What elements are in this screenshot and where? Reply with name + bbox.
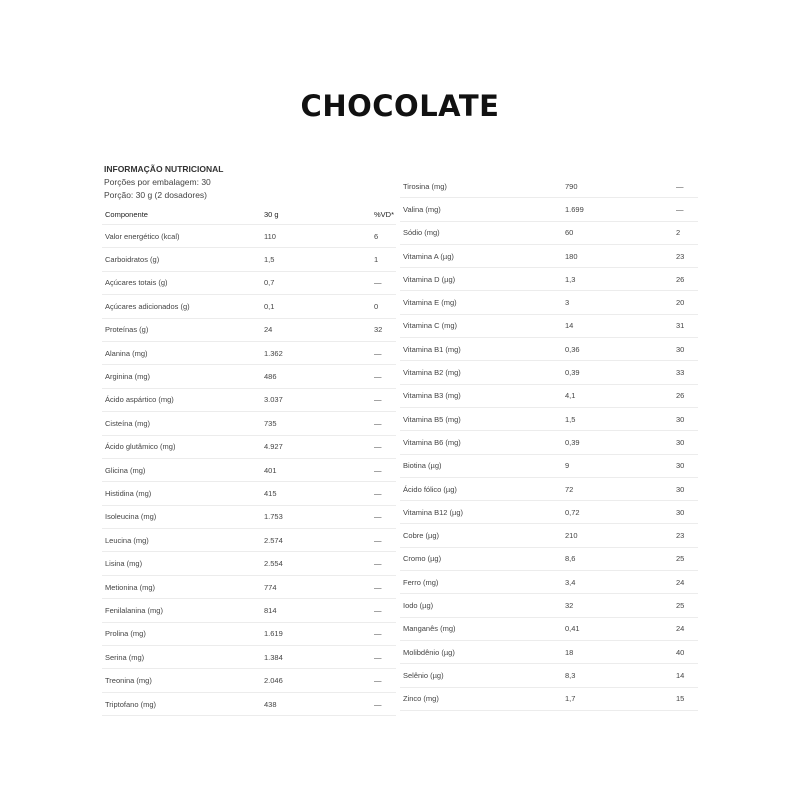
nutrient-amount: 1.753 (264, 512, 283, 522)
table-row (102, 272, 396, 295)
table-row (102, 482, 396, 505)
nutrient-amount: 774 (264, 582, 277, 592)
table-row (102, 365, 396, 388)
nutrient-dv: 33 (676, 368, 685, 378)
nutrient-name: Histidina (mg) (105, 488, 152, 498)
nutrient-amount: 1,3 (565, 274, 576, 284)
nutrient-amount: 814 (264, 605, 277, 615)
table-row (400, 618, 698, 641)
nutrient-amount: 18 (565, 647, 574, 657)
nutrient-dv: — (374, 652, 382, 662)
table-row (400, 641, 698, 664)
table-row (400, 688, 698, 711)
nutrient-name: Vitamina A (µg) (403, 251, 454, 261)
table-header (102, 205, 396, 225)
nutrient-amount: 2.574 (264, 535, 283, 545)
nutrient-amount: 1.699 (565, 204, 584, 214)
table-row (400, 408, 698, 431)
nutrient-amount: 8,6 (565, 554, 576, 564)
nutrient-dv: — (374, 582, 382, 592)
nutrient-dv: — (374, 512, 382, 522)
table-body-right (400, 175, 698, 711)
nutrient-name: Ácido glutâmico (mg) (105, 442, 176, 452)
nutrient-amount: 0,36 (565, 344, 580, 354)
nutrient-name: Iodo (µg) (403, 600, 434, 610)
nutrient-dv: — (374, 372, 382, 382)
table-row (102, 412, 396, 435)
nutrient-dv: — (374, 418, 382, 428)
nutrient-name: Vitamina B1 (mg) (403, 344, 461, 354)
nutrient-amount: 415 (264, 488, 277, 498)
table-row (400, 455, 698, 478)
nutrient-amount: 486 (264, 372, 277, 382)
nutrient-name: Vitamina B6 (mg) (403, 437, 461, 447)
nutrient-amount: 1,5 (264, 255, 275, 265)
nutrient-name: Proteínas (g) (105, 325, 149, 335)
serving-size: Porção: 30 g (2 dosadores) (104, 190, 208, 200)
nutrient-name: Lisina (mg) (105, 559, 143, 569)
nutrient-dv: — (374, 278, 382, 288)
nutrient-dv: 30 (676, 344, 685, 354)
table-row (400, 361, 698, 384)
nutrient-name: Alanina (mg) (105, 348, 148, 358)
nutrient-name: Ácido fólico (µg) (403, 484, 457, 494)
nutrient-name: Selênio (µg) (403, 670, 444, 680)
column-header-amount: 30 g (264, 210, 279, 219)
table-row (102, 576, 396, 599)
nutrient-name: Serina (mg) (105, 652, 145, 662)
nutrient-amount: 32 (565, 600, 574, 610)
table-row (400, 222, 698, 245)
table-row (400, 524, 698, 547)
table-row (400, 548, 698, 571)
nutrient-dv: 24 (676, 577, 685, 587)
nutrient-amount: 0,1 (264, 301, 275, 311)
nutrient-name: Vitamina D (µg) (403, 274, 456, 284)
nutrient-amount: 0,72 (565, 507, 580, 517)
servings-per-package: Porções por embalagem: 30 (104, 177, 211, 187)
nutrient-dv: 2 (676, 228, 681, 238)
nutrient-name: Manganês (mg) (403, 624, 456, 634)
nutrient-dv: 14 (676, 670, 685, 680)
table-row (102, 623, 396, 646)
nutrient-dv: — (374, 676, 382, 686)
nutrient-dv: — (374, 629, 382, 639)
nutrient-name: Sódio (mg) (403, 228, 440, 238)
nutrient-name: Treonina (mg) (105, 676, 152, 686)
table-body-left (102, 225, 396, 716)
nutrient-dv: — (374, 395, 382, 405)
table-row (102, 342, 396, 365)
nutrient-amount: 210 (565, 531, 578, 541)
nutrient-amount: 110 (264, 231, 276, 241)
table-row (400, 338, 698, 361)
nutrient-dv: 25 (676, 600, 685, 610)
nutrient-amount: 1,7 (565, 694, 576, 704)
nutrient-name: Leucina (mg) (105, 535, 149, 545)
nutrient-dv: 26 (676, 391, 685, 401)
nutrient-dv: — (374, 488, 382, 498)
nutrient-amount: 735 (264, 418, 277, 428)
nutrient-name: Fenilalanina (mg) (105, 605, 163, 615)
table-row (102, 248, 396, 271)
nutrient-dv: 30 (676, 484, 685, 494)
nutrient-dv: — (676, 181, 684, 191)
table-row (400, 245, 698, 268)
nutrient-dv: 20 (676, 298, 685, 308)
nutrient-amount: 401 (264, 465, 277, 475)
nutrient-name: Vitamina B5 (mg) (403, 414, 461, 424)
nutrient-name: Açúcares adicionados (g) (105, 301, 190, 311)
table-row (102, 506, 396, 529)
table-row (400, 291, 698, 314)
nutrient-name: Cobre (µg) (403, 531, 439, 541)
nutrient-dv: — (374, 465, 382, 475)
nutrition-table-left (102, 205, 396, 716)
nutrient-amount: 4.927 (264, 442, 283, 452)
page-title: CHOCOLATE (300, 89, 500, 123)
nutrient-amount: 1.619 (264, 629, 283, 639)
nutrient-name: Vitamina B3 (mg) (403, 391, 461, 401)
nutrient-dv: 32 (374, 325, 383, 335)
table-row (400, 571, 698, 594)
nutrient-dv: 0 (374, 301, 379, 311)
table-row (102, 693, 396, 716)
nutrient-name: Vitamina E (mg) (403, 298, 457, 308)
table-row (102, 552, 396, 575)
nutrient-dv: 24 (676, 624, 685, 634)
nutrient-name: Metionina (mg) (105, 582, 156, 592)
table-row (400, 501, 698, 524)
nutrient-name: Molibdênio (µg) (403, 647, 455, 657)
nutrient-name: Ácido aspártico (mg) (105, 395, 174, 405)
nutrition-info-header (104, 162, 394, 202)
table-row (102, 529, 396, 552)
nutrient-amount: 3,4 (565, 577, 576, 587)
nutrient-amount: 180 (565, 251, 578, 261)
nutrient-amount: 9 (565, 461, 570, 471)
table-row (102, 225, 396, 248)
nutrient-dv: — (374, 699, 382, 709)
nutrient-name: Glicina (mg) (105, 465, 146, 475)
nutrient-name: Cisteína (mg) (105, 418, 151, 428)
nutrient-dv: 31 (676, 321, 685, 331)
nutrient-dv: 30 (676, 507, 685, 517)
nutrient-name: Açúcares totais (g) (105, 278, 168, 288)
nutrient-dv: — (374, 442, 382, 452)
table-row (400, 385, 698, 408)
table-row (400, 478, 698, 501)
column-header-component: Componente (105, 210, 148, 219)
nutrient-amount: 4,1 (565, 391, 576, 401)
nutrient-name: Tirosina (mg) (403, 181, 447, 191)
nutrient-amount: 1.384 (264, 652, 283, 662)
nutrient-dv: — (374, 348, 382, 358)
column-header-dv: %VD* (374, 210, 395, 219)
table-row (102, 319, 396, 342)
nutrient-dv: 40 (676, 647, 685, 657)
nutrient-amount: 1.362 (264, 348, 283, 358)
nutrient-dv: 23 (676, 251, 685, 261)
nutrient-dv: 6 (374, 231, 379, 241)
table-row (400, 664, 698, 687)
nutrient-amount: 0,41 (565, 624, 580, 634)
table-row (102, 669, 396, 692)
table-row (400, 175, 698, 198)
nutrient-amount: 3 (565, 298, 570, 308)
table-row (400, 268, 698, 291)
nutrient-dv: 30 (676, 437, 685, 447)
table-row (102, 389, 396, 412)
nutrient-name: Vitamina C (mg) (403, 321, 458, 331)
nutrient-name: Valor energético (kcal) (105, 231, 180, 241)
nutrient-name: Isoleucina (mg) (105, 512, 157, 522)
nutrient-name: Carboidratos (g) (105, 255, 160, 265)
table-row (102, 646, 396, 669)
nutrient-dv: — (374, 605, 382, 615)
nutrient-amount: 60 (565, 228, 574, 238)
nutrient-amount: 8,3 (565, 670, 576, 680)
nutrient-name: Cromo (µg) (403, 554, 442, 564)
table-row (102, 295, 396, 318)
nutrient-amount: 438 (264, 699, 277, 709)
nutrient-amount: 1,5 (565, 414, 576, 424)
nutrient-dv: — (374, 559, 382, 569)
nutrient-dv: 30 (676, 414, 685, 424)
nutrient-dv: 26 (676, 274, 685, 284)
nutrient-amount: 2.046 (264, 676, 283, 686)
nutrient-amount: 24 (264, 325, 273, 335)
table-row (102, 436, 396, 459)
nutrient-amount: 14 (565, 321, 574, 331)
table-row (102, 599, 396, 622)
nutrient-dv: 23 (676, 531, 685, 541)
nutrient-amount: 790 (565, 181, 578, 191)
nutrient-amount: 3.037 (264, 395, 283, 405)
nutrient-name: Vitamina B2 (mg) (403, 368, 461, 378)
nutrient-name: Arginina (mg) (105, 372, 151, 382)
nutrient-name: Zinco (mg) (403, 694, 439, 704)
nutrient-name: Prolina (mg) (105, 629, 146, 639)
nutrient-dv: 1 (374, 255, 379, 265)
nutrient-amount: 0,39 (565, 437, 580, 447)
nutrient-dv: — (676, 204, 684, 214)
table-row (400, 198, 698, 221)
nutrition-table-right (400, 175, 698, 711)
nutrient-amount: 2.554 (264, 559, 283, 569)
table-row (400, 431, 698, 454)
nutrient-amount: 0,39 (565, 368, 580, 378)
nutrient-name: Triptofano (mg) (105, 699, 156, 709)
nutrition-heading: INFORMAÇÃO NUTRICIONAL (104, 164, 224, 174)
nutrient-name: Valina (mg) (403, 204, 441, 214)
nutrient-amount: 72 (565, 484, 574, 494)
table-row (102, 459, 396, 482)
nutrient-dv: 30 (676, 461, 685, 471)
nutrient-amount: 0,7 (264, 278, 275, 288)
table-row (400, 594, 698, 617)
nutrient-dv: 25 (676, 554, 685, 564)
nutrient-dv: — (374, 535, 382, 545)
nutrient-name: Biotina (µg) (403, 461, 442, 471)
nutrient-name: Ferro (mg) (403, 577, 439, 587)
nutrient-name: Vitamina B12 (µg) (403, 507, 464, 517)
nutrient-dv: 15 (676, 694, 685, 704)
table-row (400, 315, 698, 338)
